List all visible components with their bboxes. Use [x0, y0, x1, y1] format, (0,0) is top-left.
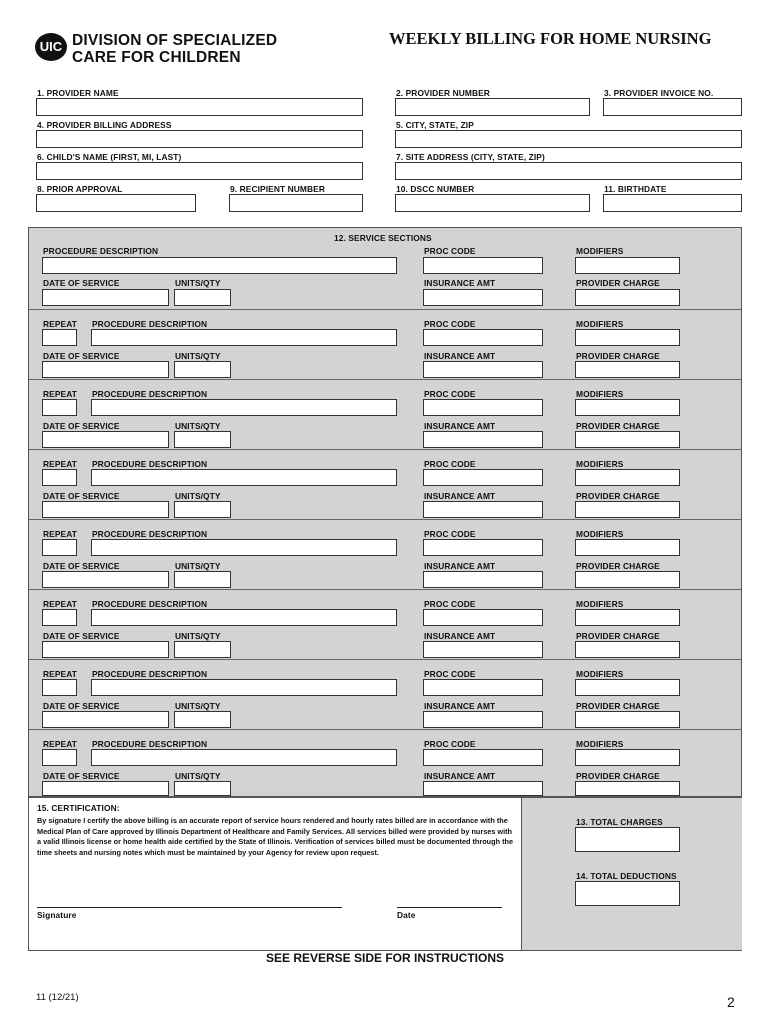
insurance-amt-label: INSURANCE AMT	[424, 351, 496, 361]
repeat-field[interactable]	[42, 469, 77, 486]
provider-charge-field[interactable]	[575, 361, 680, 378]
modifiers-label: MODIFIERS	[576, 529, 624, 539]
procedure-description-label: PROCEDURE DESCRIPTION	[92, 599, 208, 609]
provider-charge-field[interactable]	[575, 289, 680, 306]
modifiers-label: MODIFIERS	[576, 599, 624, 609]
proc-code-label: PROC CODE	[424, 599, 476, 609]
date-of-service-field[interactable]	[42, 431, 169, 448]
insurance-amt-field[interactable]	[423, 641, 543, 658]
org-name-line1: DIVISION OF SPECIALIZED	[72, 32, 278, 49]
repeat-field[interactable]	[42, 679, 77, 696]
proc-code-label: PROC CODE	[424, 459, 476, 469]
modifiers-field[interactable]	[575, 329, 680, 346]
proc-code-field[interactable]	[423, 257, 543, 274]
birthdate-field[interactable]	[603, 194, 742, 212]
prior-approval-label: 8. PRIOR APPROVAL	[37, 184, 123, 194]
date-of-service-field[interactable]	[42, 361, 169, 378]
provider-invoice-label: 3. PROVIDER INVOICE NO.	[604, 88, 714, 98]
signature-line[interactable]	[37, 907, 342, 908]
date-of-service-label: DATE OF SERVICE	[43, 631, 120, 641]
provider-name-field[interactable]	[36, 98, 363, 116]
units-qty-label: UNITS/QTY	[175, 278, 221, 288]
date-of-service-label: DATE OF SERVICE	[43, 771, 120, 781]
units-qty-label: UNITS/QTY	[175, 421, 221, 431]
insurance-amt-label: INSURANCE AMT	[424, 771, 496, 781]
insurance-amt-field[interactable]	[423, 431, 543, 448]
date-of-service-field[interactable]	[42, 711, 169, 728]
service-row-2	[29, 310, 741, 380]
proc-code-label: PROC CODE	[424, 246, 476, 256]
date-of-service-label: DATE OF SERVICE	[43, 278, 120, 288]
modifiers-label: MODIFIERS	[576, 319, 624, 329]
repeat-field[interactable]	[42, 609, 77, 626]
service-row-4	[29, 450, 741, 520]
units-qty-label: UNITS/QTY	[175, 491, 221, 501]
service-sections	[28, 227, 742, 797]
provider-charge-field[interactable]	[575, 781, 680, 796]
modifiers-field[interactable]	[575, 257, 680, 274]
certification-title: 15. CERTIFICATION:	[37, 803, 120, 813]
birthdate-label: 11. BIRTHDATE	[604, 184, 667, 194]
repeat-label: REPEAT	[43, 459, 77, 469]
provider-charge-field[interactable]	[575, 501, 680, 518]
provider-charge-field[interactable]	[575, 571, 680, 588]
provider-charge-field[interactable]	[575, 711, 680, 728]
repeat-label: REPEAT	[43, 739, 77, 749]
insurance-amt-field[interactable]	[423, 289, 543, 306]
units-qty-field[interactable]	[174, 781, 231, 796]
proc-code-label: PROC CODE	[424, 669, 476, 679]
childs-name-label: 6. CHILD'S NAME (FIRST, MI, LAST)	[37, 152, 182, 162]
modifiers-label: MODIFIERS	[576, 459, 624, 469]
date-line[interactable]	[397, 907, 502, 908]
proc-code-field[interactable]	[423, 539, 543, 556]
units-qty-label: UNITS/QTY	[175, 561, 221, 571]
proc-code-label: PROC CODE	[424, 739, 476, 749]
date-of-service-label: DATE OF SERVICE	[43, 491, 120, 501]
site-address-field[interactable]	[395, 162, 742, 180]
provider-charge-label: PROVIDER CHARGE	[576, 351, 660, 361]
certification-text: By signature I certify the above billing is an accurate report of service hours rendered and hourly rates billed are in accordance with the Medical Plan of Care approved by Illinois Department of Healthcare and Family Services. All services billed were provided by nurses with a valid Illinois license or home health aide certified by the State of Illinois. Verification of services billed must be documented through the time sheets and nursing notes which must be maintained by your Agency for review upon request.	[37, 816, 514, 857]
provider-invoice-field[interactable]	[603, 98, 742, 116]
total-deductions-label: 14. TOTAL DEDUCTIONS	[576, 871, 677, 881]
signature-label: Signature	[37, 910, 77, 920]
dscc-number-label: 10. DSCC NUMBER	[396, 184, 475, 194]
total-charges-label: 13. TOTAL CHARGES	[576, 817, 663, 827]
site-address-label: 7. SITE ADDRESS (CITY, STATE, ZIP)	[396, 152, 545, 162]
units-qty-field[interactable]	[174, 431, 231, 448]
units-qty-label: UNITS/QTY	[175, 771, 221, 781]
prior-approval-field[interactable]	[36, 194, 196, 212]
modifiers-label: MODIFIERS	[576, 246, 624, 256]
service-row-7	[29, 660, 741, 730]
insurance-amt-field[interactable]	[423, 361, 543, 378]
repeat-label: REPEAT	[43, 389, 77, 399]
units-qty-field[interactable]	[174, 289, 231, 306]
dscc-number-field[interactable]	[395, 194, 590, 212]
date-label: Date	[397, 910, 416, 920]
billing-address-field[interactable]	[36, 130, 363, 148]
provider-charge-label: PROVIDER CHARGE	[576, 631, 660, 641]
childs-name-field[interactable]	[36, 162, 363, 180]
modifiers-field[interactable]	[575, 679, 680, 696]
insurance-amt-field[interactable]	[423, 571, 543, 588]
service-row-8	[29, 730, 741, 796]
service-row-6	[29, 590, 741, 660]
units-qty-field[interactable]	[174, 641, 231, 658]
provider-charge-label: PROVIDER CHARGE	[576, 421, 660, 431]
date-of-service-field[interactable]	[42, 501, 169, 518]
modifiers-label: MODIFIERS	[576, 739, 624, 749]
service-row-5	[29, 520, 741, 590]
totals-panel	[521, 798, 742, 950]
billing-address-label: 4. PROVIDER BILLING ADDRESS	[37, 120, 172, 130]
insurance-amt-label: INSURANCE AMT	[424, 491, 496, 501]
proc-code-label: PROC CODE	[424, 319, 476, 329]
units-qty-field[interactable]	[174, 571, 231, 588]
form-code: 11 (12/21)	[36, 992, 79, 1003]
provider-charge-field[interactable]	[575, 641, 680, 658]
procedure-description-label: PROCEDURE DESCRIPTION	[92, 459, 208, 469]
total-charges-field[interactable]	[575, 827, 680, 852]
procedure-description-label: PROCEDURE DESCRIPTION	[92, 529, 208, 539]
proc-code-field[interactable]	[423, 749, 543, 766]
provider-charge-label: PROVIDER CHARGE	[576, 771, 660, 781]
procedure-description-label: PROCEDURE DESCRIPTION	[92, 739, 208, 749]
proc-code-field[interactable]	[423, 329, 543, 346]
insurance-amt-field[interactable]	[423, 781, 543, 796]
recipient-number-label: 9. RECIPIENT NUMBER	[230, 184, 325, 194]
units-qty-label: UNITS/QTY	[175, 631, 221, 641]
procedure-description-field[interactable]	[42, 257, 397, 274]
service-row-1	[29, 242, 741, 310]
provider-name-label: 1. PROVIDER NAME	[37, 88, 119, 98]
insurance-amt-label: INSURANCE AMT	[424, 278, 496, 288]
date-of-service-field[interactable]	[42, 289, 169, 306]
form-title: WEEKLY BILLING FOR HOME NURSING	[389, 29, 712, 48]
service-sections-title: 12. SERVICE SECTIONS	[334, 233, 432, 243]
provider-charge-label: PROVIDER CHARGE	[576, 561, 660, 571]
city-state-zip-field[interactable]	[395, 130, 742, 148]
procedure-description-label: PROCEDURE DESCRIPTION	[92, 319, 208, 329]
repeat-field[interactable]	[42, 539, 77, 556]
date-of-service-label: DATE OF SERVICE	[43, 701, 120, 711]
insurance-amt-field[interactable]	[423, 501, 543, 518]
date-of-service-field[interactable]	[42, 571, 169, 588]
procedure-description-label: PROCEDURE DESCRIPTION	[92, 669, 208, 679]
units-qty-field[interactable]	[174, 361, 231, 378]
certification-section	[28, 797, 742, 951]
insurance-amt-label: INSURANCE AMT	[424, 701, 496, 711]
date-of-service-label: DATE OF SERVICE	[43, 351, 120, 361]
modifiers-field[interactable]	[575, 609, 680, 626]
units-qty-label: UNITS/QTY	[175, 351, 221, 361]
units-qty-field[interactable]	[174, 711, 231, 728]
proc-code-field[interactable]	[423, 679, 543, 696]
date-of-service-field[interactable]	[42, 781, 169, 796]
provider-number-field[interactable]	[395, 98, 590, 116]
date-of-service-label: DATE OF SERVICE	[43, 421, 120, 431]
proc-code-label: PROC CODE	[424, 529, 476, 539]
proc-code-label: PROC CODE	[424, 389, 476, 399]
city-state-zip-label: 5. CITY, STATE, ZIP	[396, 120, 474, 130]
repeat-field[interactable]	[42, 329, 77, 346]
insurance-amt-label: INSURANCE AMT	[424, 631, 496, 641]
insurance-amt-label: INSURANCE AMT	[424, 561, 496, 571]
proc-code-field[interactable]	[423, 469, 543, 486]
procedure-description-label: PROCEDURE DESCRIPTION	[43, 246, 159, 256]
repeat-field[interactable]	[42, 399, 77, 416]
provider-charge-field[interactable]	[575, 431, 680, 448]
procedure-description-label: PROCEDURE DESCRIPTION	[92, 389, 208, 399]
modifiers-field[interactable]	[575, 469, 680, 486]
repeat-field[interactable]	[42, 749, 77, 766]
provider-charge-label: PROVIDER CHARGE	[576, 701, 660, 711]
procedure-description-field[interactable]	[91, 399, 397, 416]
procedure-description-field[interactable]	[91, 609, 397, 626]
date-of-service-label: DATE OF SERVICE	[43, 561, 120, 571]
service-row-3	[29, 380, 741, 450]
provider-charge-label: PROVIDER CHARGE	[576, 278, 660, 288]
units-qty-label: UNITS/QTY	[175, 701, 221, 711]
modifiers-field[interactable]	[575, 399, 680, 416]
insurance-amt-label: INSURANCE AMT	[424, 421, 496, 431]
procedure-description-field[interactable]	[91, 679, 397, 696]
repeat-label: REPEAT	[43, 599, 77, 609]
modifiers-field[interactable]	[575, 749, 680, 766]
repeat-label: REPEAT	[43, 529, 77, 539]
modifiers-field[interactable]	[575, 539, 680, 556]
recipient-number-field[interactable]	[229, 194, 363, 212]
procedure-description-field[interactable]	[91, 539, 397, 556]
provider-number-label: 2. PROVIDER NUMBER	[396, 88, 490, 98]
repeat-label: REPEAT	[43, 669, 77, 679]
repeat-label: REPEAT	[43, 319, 77, 329]
uic-logo-icon: UIC	[35, 33, 67, 61]
procedure-description-field[interactable]	[91, 469, 397, 486]
insurance-amt-field[interactable]	[423, 711, 543, 728]
instructions-note: SEE REVERSE SIDE FOR INSTRUCTIONS	[265, 951, 505, 965]
page-number: 2	[727, 994, 735, 1010]
org-name-line2: CARE FOR CHILDREN	[72, 49, 241, 66]
proc-code-field[interactable]	[423, 609, 543, 626]
procedure-description-field[interactable]	[91, 329, 397, 346]
units-qty-field[interactable]	[174, 501, 231, 518]
proc-code-field[interactable]	[423, 399, 543, 416]
date-of-service-field[interactable]	[42, 641, 169, 658]
provider-charge-label: PROVIDER CHARGE	[576, 491, 660, 501]
modifiers-label: MODIFIERS	[576, 389, 624, 399]
total-deductions-field[interactable]	[575, 881, 680, 906]
modifiers-label: MODIFIERS	[576, 669, 624, 679]
procedure-description-field[interactable]	[91, 749, 397, 766]
